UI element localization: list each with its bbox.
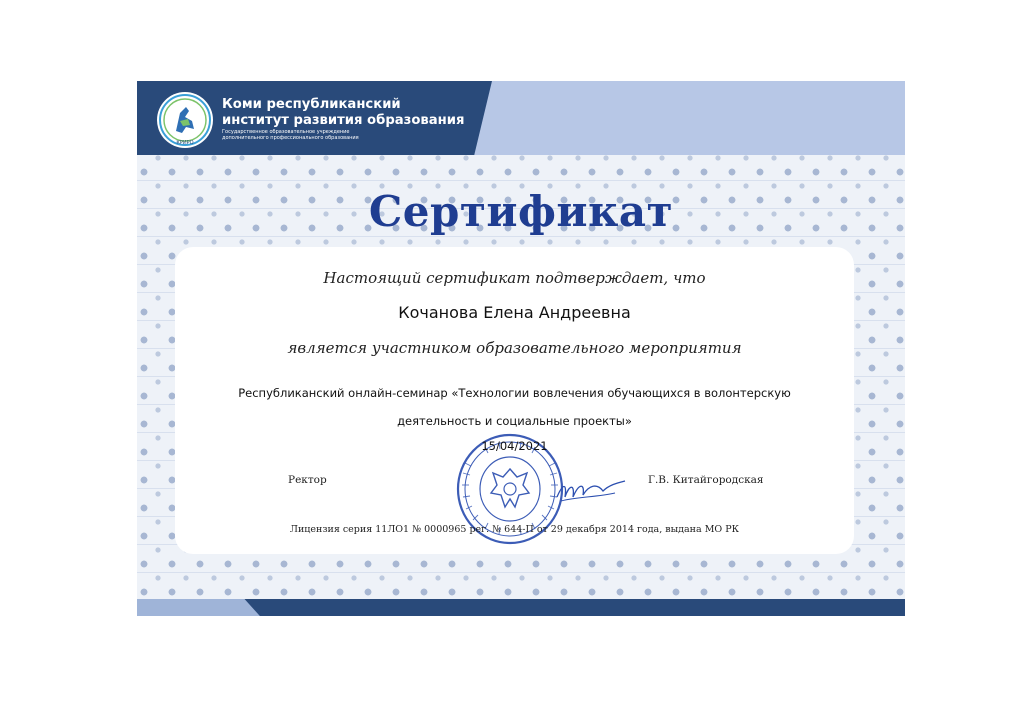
recipient-name: Кочанова Елена Андреевна	[398, 303, 631, 322]
organization-subtitle	[222, 129, 422, 141]
rector-label: Ректор	[288, 474, 327, 486]
certificate	[137, 81, 905, 616]
logo-text: КРИРО	[176, 140, 194, 146]
event-line2: деятельность и социальные проекты»	[397, 414, 632, 428]
institute-logo-icon	[156, 91, 214, 149]
organization-subtitle-line1: Государственное образовательное учреждение	[222, 129, 350, 135]
organization-subtitle-line2: дополнительного профессионального образования	[222, 135, 359, 141]
confirm-text: Настоящий сертификат подтверждает, что	[323, 269, 706, 287]
event-line1: Республиканский онлайн-семинар «Технологии вовлечения обучающихся в волонтерскую	[238, 386, 791, 400]
role-text: является участником образовательного мероприятия	[287, 339, 742, 357]
certificate-body-panel	[175, 247, 854, 554]
rector-name: Г.В. Китайгородская	[648, 474, 764, 486]
organization-name-line1: Коми республиканский	[222, 97, 401, 112]
license-text: Лицензия серия 11ЛО1 № 0000965 рег. № 644-П от 29 декабря 2014 года, выдана МО РК	[290, 524, 739, 535]
signature-icon	[553, 477, 628, 505]
organization-name	[222, 97, 482, 129]
issue-date: 15/04/2021	[481, 439, 548, 453]
certificate-title: Сертификат	[368, 187, 674, 236]
organization-name-line2: институт развития образования	[222, 113, 465, 128]
event-description	[187, 379, 842, 435]
